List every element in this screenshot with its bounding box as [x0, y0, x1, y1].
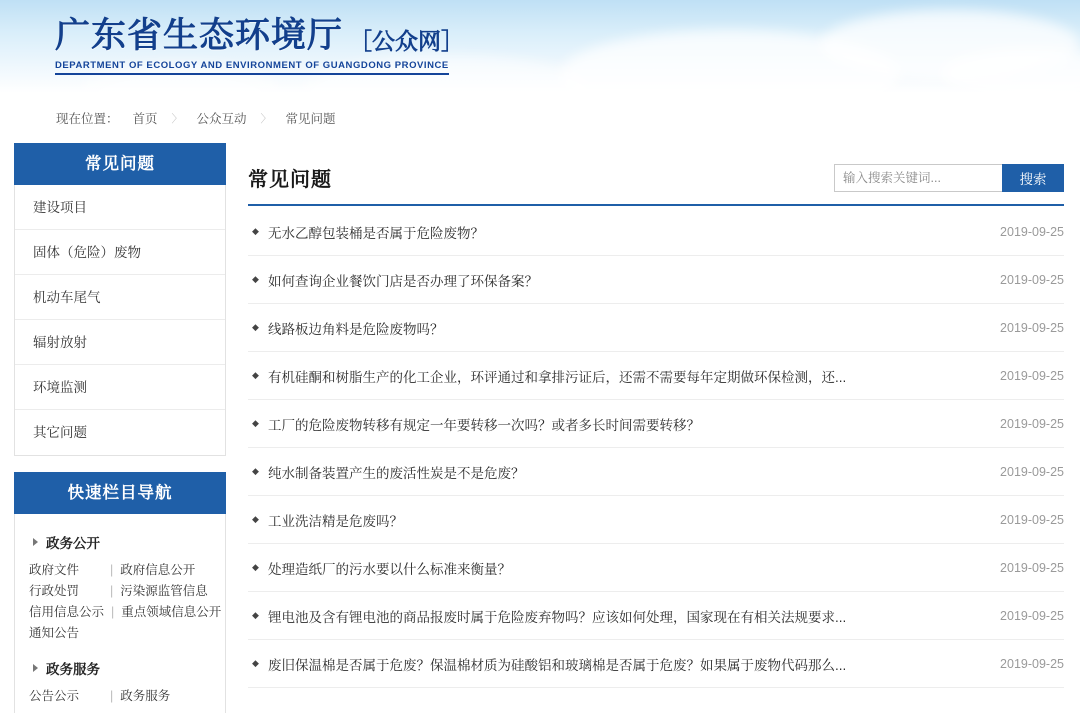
quick-link-admin-penalty[interactable]: 行政处罚	[29, 584, 80, 598]
sidebar-panel-title: 常见问题	[14, 143, 226, 185]
logo-subtitle-text: DEPARTMENT OF ECOLOGY AND ENVIRONMENT OF GUANGDONG PROVINCE	[55, 60, 449, 75]
list-item[interactable]	[248, 256, 1064, 304]
page-title: 常见问题	[248, 169, 332, 191]
breadcrumb-separator-icon: 〉	[171, 113, 183, 125]
sidebar-item-radiation[interactable]: 辐射放射	[15, 320, 225, 365]
bullet-icon: ◆	[252, 418, 259, 428]
quick-nav-body	[14, 514, 226, 713]
quick-link-row	[29, 602, 225, 623]
sidebar-item-construction[interactable]: 建设项目	[15, 185, 225, 230]
breadcrumb-current: 常见问题	[285, 112, 336, 126]
quick-link-gov-info-disclosure[interactable]: 政府信息公开	[120, 563, 196, 577]
faq-question-link[interactable]: 锂电池及含有锂电池的商品报废时属于危险废弃物吗？应该如何处理，国家现在有相关法规要求...	[268, 609, 847, 625]
search-box	[834, 164, 1064, 192]
link-divider: |	[111, 605, 115, 619]
faq-date: 2019-09-25	[1000, 224, 1064, 239]
faq-question-link[interactable]: 纯水制备装置产生的废活性炭是不是危废？	[268, 465, 525, 481]
list-item[interactable]	[248, 448, 1064, 496]
faq-date: 2019-09-25	[1000, 464, 1064, 479]
quick-links-government-affairs	[15, 560, 225, 650]
triangle-right-icon	[33, 538, 38, 546]
bullet-icon: ◆	[252, 274, 259, 284]
breadcrumb	[0, 93, 1080, 143]
faq-date: 2019-09-25	[1000, 512, 1064, 527]
quick-link-announcements[interactable]: 公告公示	[29, 689, 80, 703]
search-input[interactable]	[834, 164, 1002, 192]
sidebar	[14, 143, 226, 713]
page-layout	[0, 143, 1080, 713]
list-item[interactable]	[248, 544, 1064, 592]
quick-link-key-area-info[interactable]: 重点领域信息公开	[121, 605, 222, 619]
quick-link-gov-services[interactable]: 政务服务	[120, 689, 171, 703]
main-content	[248, 143, 1080, 713]
sidebar-item-monitoring[interactable]: 环境监测	[15, 365, 225, 410]
faq-date: 2019-09-25	[1000, 560, 1064, 575]
faq-date: 2019-09-25	[1000, 272, 1064, 287]
faq-question-link[interactable]: 无水乙醇包装桶是否属于危险废物？	[268, 225, 484, 241]
breadcrumb-home-link[interactable]: 首页	[132, 112, 158, 126]
breadcrumb-label: 现在位置：	[56, 112, 119, 126]
bullet-icon: ◆	[252, 562, 259, 572]
logo-main-text: 广东省生态环境厅	[55, 16, 344, 56]
breadcrumb-section-link[interactable]: 公众互动	[196, 112, 247, 126]
breadcrumb-separator-icon: 〉	[260, 113, 272, 125]
faq-date: 2019-09-25	[1000, 656, 1064, 671]
bullet-icon: ◆	[252, 322, 259, 332]
quick-group-government-services[interactable]	[15, 650, 225, 686]
faq-question-link[interactable]: 有机硅酮和树脂生产的化工企业，环评通过和拿排污证后，还需不需要每年定期做环保检测，还...	[268, 369, 847, 385]
list-item[interactable]	[248, 592, 1064, 640]
list-item[interactable]	[248, 496, 1064, 544]
faq-date: 2019-09-25	[1000, 416, 1064, 431]
faq-date: 2019-09-25	[1000, 608, 1064, 623]
list-item[interactable]	[248, 640, 1064, 688]
quick-group-government-affairs[interactable]	[15, 524, 225, 560]
faq-question-link[interactable]: 废旧保温棉是否属于危废？保温棉材质为硅酸铝和玻璃棉是否属于危废？如果属于废物代码那么...	[268, 657, 847, 673]
site-banner	[0, 0, 1080, 93]
quick-link-credit-info[interactable]: 信用信息公示	[29, 605, 105, 619]
quick-link-row	[29, 581, 225, 602]
link-divider: |	[110, 584, 114, 598]
bullet-icon: ◆	[252, 466, 259, 476]
quick-group-label: 政务公开	[46, 536, 100, 551]
logo-bracket-text: ［公众网］	[349, 28, 465, 55]
bullet-icon: ◆	[252, 610, 259, 620]
quick-link-row	[29, 560, 225, 581]
faq-question-link[interactable]: 工厂的危险废物转移有规定一年要转移一次吗？或者多长时间需要转移？	[268, 417, 700, 433]
bullet-icon: ◆	[252, 226, 259, 236]
search-button[interactable]: 搜索	[1002, 164, 1064, 192]
bullet-icon: ◆	[252, 658, 259, 668]
quick-links-government-services	[15, 686, 225, 713]
sidebar-nav	[14, 185, 226, 456]
quick-link-gov-docs[interactable]: 政府文件	[29, 563, 80, 577]
quick-link-row	[29, 686, 225, 707]
quick-link-row	[29, 623, 225, 644]
triangle-right-icon	[33, 664, 38, 672]
title-underline	[248, 204, 1064, 206]
faq-question-link[interactable]: 处理造纸厂的污水要以什么标准来衡量？	[268, 561, 511, 577]
sidebar-item-solid-waste[interactable]: 固体（危险）废物	[15, 230, 225, 275]
sidebar-item-other[interactable]: 其它问题	[33, 425, 87, 440]
content-header	[248, 143, 1064, 192]
faq-date: 2019-09-25	[1000, 368, 1064, 383]
quick-link-pollution-supervision[interactable]: 污染源监管信息	[120, 584, 208, 598]
faq-question-link[interactable]: 工业洗洁精是危废吗？	[268, 513, 403, 529]
list-item[interactable]	[248, 400, 1064, 448]
faq-question-link[interactable]: 如何查询企业餐饮门店是否办理了环保备案？	[268, 273, 538, 289]
link-divider: |	[110, 563, 114, 577]
quick-group-label: 政务服务	[46, 662, 100, 677]
bullet-icon: ◆	[252, 370, 259, 380]
faq-list	[248, 208, 1064, 688]
quick-nav-title: 快速栏目导航	[14, 472, 226, 514]
quick-link-notice[interactable]: 通知公告	[29, 626, 80, 640]
link-divider: |	[110, 689, 114, 703]
site-logo[interactable]	[55, 18, 464, 75]
faq-date: 2019-09-25	[1000, 320, 1064, 335]
list-item[interactable]	[248, 352, 1064, 400]
faq-question-link[interactable]: 线路板边角料是危险废物吗？	[268, 321, 444, 337]
list-item[interactable]	[248, 304, 1064, 352]
list-item[interactable]	[248, 208, 1064, 256]
bullet-icon: ◆	[252, 514, 259, 524]
sidebar-item-vehicle-exhaust[interactable]: 机动车尾气	[15, 275, 225, 320]
